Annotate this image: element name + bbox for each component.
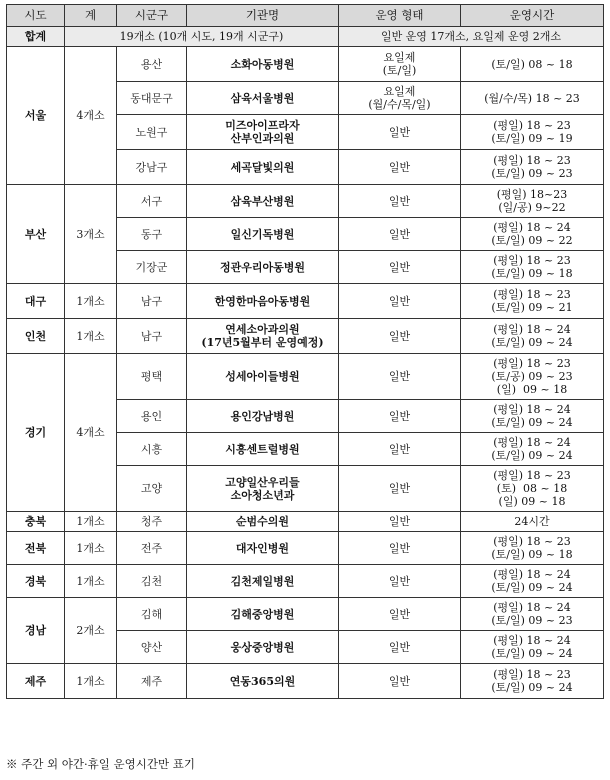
sido-cell: 충북 (7, 512, 65, 532)
institution-name-line: 한영한마음아동병원 (214, 294, 311, 308)
institution-cell (187, 185, 339, 218)
institution-cell (187, 82, 339, 115)
operation-type-cell (339, 115, 461, 150)
operating-hours-line: (평일) 18 ~ 23 (493, 154, 571, 167)
operating-hours-line: (평일) 18 ~ 23 (493, 668, 571, 681)
operating-hours-cell (461, 598, 604, 631)
operating-hours-line: (토/일) 09 ~ 22 (491, 234, 573, 247)
table-row (7, 319, 604, 354)
operating-hours-cell (461, 185, 604, 218)
institution-cell (187, 512, 339, 532)
operation-type-cell (339, 400, 461, 433)
total-label: 합계 (7, 27, 65, 47)
operating-hours-cell (461, 631, 604, 664)
operation-type-cell (339, 82, 461, 115)
operating-hours-line: (평일) 18 ~ 24 (493, 403, 571, 416)
table-row (7, 512, 604, 532)
operation-type-line: 일반 (388, 329, 411, 343)
operation-type-cell (339, 150, 461, 185)
operating-hours-line: (평일) 18 ~ 24 (493, 601, 571, 614)
operation-type-line: 일반 (388, 194, 411, 208)
sido-cell: 전북 (7, 532, 65, 565)
institution-name-line: 삼육부산병원 (230, 194, 295, 208)
operating-hours-cell (461, 319, 604, 354)
sido-cell: 부산 (7, 185, 65, 284)
operating-hours-line: (토/일) 08 ~ 18 (491, 57, 573, 71)
sigungu-cell: 시흥 (117, 433, 187, 466)
operating-hours-line: (토/일) 09 ~ 23 (491, 614, 573, 627)
table-row (7, 354, 604, 400)
table-row (7, 664, 604, 699)
count-cell: 3개소 (65, 185, 117, 284)
operating-hours-cell (461, 433, 604, 466)
operating-hours-line: (평일) 18 ~ 24 (493, 436, 571, 449)
operation-type-line: 일반 (388, 574, 411, 588)
operating-hours-cell (461, 47, 604, 82)
sigungu-cell: 동구 (117, 218, 187, 251)
institution-name-line: 소아청소년과 (230, 488, 295, 502)
table-row (7, 284, 604, 319)
institution-name-line: 성세아이들병원 (225, 370, 300, 383)
institution-cell (187, 218, 339, 251)
operation-type-line: 일반 (388, 260, 411, 274)
operating-hours-line: (평일) 18 ~ 24 (493, 323, 571, 336)
operating-hours-line: (토/일) 09 ~ 24 (491, 681, 573, 694)
operation-type-cell (339, 319, 461, 354)
operating-hours-cell (461, 354, 604, 400)
operating-hours-cell (461, 218, 604, 251)
institution-name-line: 대자인병원 (235, 541, 290, 555)
operating-hours-line: (토/일) 09 ~ 21 (491, 301, 573, 314)
operating-hours-cell (461, 664, 604, 699)
operating-hours-cell (461, 400, 604, 433)
table-row (7, 185, 604, 218)
total-operation: 일반 운영 17개소, 요일제 운영 2개소 (339, 27, 604, 47)
operating-hours-line: (평일) 18 ~ 23 (493, 119, 571, 132)
operating-hours-line: (토/일) 09 ~ 23 (491, 167, 573, 180)
operation-type-line: 일반 (388, 674, 411, 688)
sigungu-cell: 고양 (117, 466, 187, 512)
count-cell: 4개소 (65, 47, 117, 185)
operating-hours-line: (토/일) 09 ~ 24 (491, 336, 573, 349)
institution-name-line: 웅상중앙병원 (230, 640, 295, 654)
operation-type-cell (339, 565, 461, 598)
count-cell: 1개소 (65, 284, 117, 319)
institution-name-line: 시흥센트럴병원 (225, 442, 300, 456)
header-operating-hours: 운영시간 (461, 5, 604, 27)
operation-type-line: 일반 (388, 409, 411, 423)
operating-hours-cell (461, 284, 604, 319)
institution-name-line: 고양일산우리들 (225, 475, 300, 489)
sido-cell: 대구 (7, 284, 65, 319)
institution-name-line: 용인강남병원 (230, 409, 295, 423)
sigungu-cell: 기장군 (117, 251, 187, 284)
sigungu-cell: 남구 (117, 319, 187, 354)
footnote: ※ 주간 외 야간·휴일 운영시간만 표기 (6, 757, 195, 771)
operation-type-line: 일반 (388, 370, 411, 383)
clinic-hours-table (6, 4, 604, 699)
operation-type-cell (339, 185, 461, 218)
operating-hours-line: (토/일) 09 ~ 24 (491, 449, 573, 462)
count-cell: 2개소 (65, 598, 117, 664)
sigungu-cell: 용산 (117, 47, 187, 82)
institution-name-line: 연세소아과의원 (225, 323, 300, 336)
operating-hours-line: (일/공) 9~22 (498, 201, 566, 214)
operating-hours-cell (461, 150, 604, 185)
sigungu-cell: 김천 (117, 565, 187, 598)
table-row (7, 47, 604, 82)
header-sigungu: 시군구 (117, 5, 187, 27)
operating-hours-cell (461, 512, 604, 532)
operating-hours-line: (평일) 18 ~ 24 (493, 568, 571, 581)
operating-hours-line: (토) 08 ~ 18 (496, 482, 568, 495)
sido-cell: 서울 (7, 47, 65, 185)
institution-cell (187, 565, 339, 598)
operation-type-cell (339, 466, 461, 512)
operating-hours-cell (461, 115, 604, 150)
table-row (7, 565, 604, 598)
operating-hours-line: 24시간 (514, 515, 550, 528)
operating-hours-line: (평일) 18 ~ 24 (493, 634, 571, 647)
operation-type-line: (월/수/목/일) (368, 98, 431, 111)
operating-hours-line: (토/공) 09 ~ 23 (491, 370, 573, 383)
sido-cell: 경기 (7, 354, 65, 512)
institution-name-line: 정관우리아동병원 (219, 260, 305, 274)
sido-cell: 제주 (7, 664, 65, 699)
sido-cell: 경남 (7, 598, 65, 664)
sigungu-cell: 평택 (117, 354, 187, 400)
operation-type-line: 일반 (388, 607, 411, 621)
institution-cell (187, 466, 339, 512)
sigungu-cell: 제주 (117, 664, 187, 699)
operating-hours-line: (일) 09 ~ 18 (498, 495, 566, 508)
operation-type-cell (339, 631, 461, 664)
operation-type-line: 일반 (388, 482, 411, 495)
institution-cell (187, 319, 339, 354)
operation-type-cell (339, 598, 461, 631)
operating-hours-line: (평일) 18 ~ 23 (493, 469, 571, 482)
operation-type-line: (토/일) (382, 64, 417, 77)
operating-hours-line: (토/일) 09 ~ 18 (491, 267, 573, 280)
operating-hours-cell (461, 565, 604, 598)
header-count: 계 (65, 5, 117, 27)
count-cell: 1개소 (65, 319, 117, 354)
institution-name-line: 세곡달빛의원 (230, 160, 295, 174)
operating-hours-cell (461, 466, 604, 512)
count-cell: 1개소 (65, 512, 117, 532)
operating-hours-line: (평일) 18 ~ 24 (493, 221, 571, 234)
institution-cell (187, 631, 339, 664)
operating-hours-line: (평일) 18 ~ 23 (493, 254, 571, 267)
institution-name-line: 김천제일병원 (230, 574, 295, 588)
institution-cell (187, 400, 339, 433)
operation-type-line: 일반 (388, 541, 411, 555)
count-cell: 1개소 (65, 532, 117, 565)
header-operation-type: 운영 형태 (339, 5, 461, 27)
sigungu-cell: 노원구 (117, 115, 187, 150)
operation-type-line: 일반 (388, 125, 411, 139)
table-body (7, 47, 604, 699)
operation-type-cell (339, 512, 461, 532)
operating-hours-line: (토/일) 09 ~ 18 (491, 548, 573, 561)
institution-cell (187, 284, 339, 319)
institution-cell (187, 354, 339, 400)
institution-name-line: 산부인과의원 (230, 132, 295, 145)
sigungu-cell: 강남구 (117, 150, 187, 185)
operating-hours-line: (토/일) 09 ~ 19 (491, 132, 573, 145)
operation-type-line: 일반 (388, 294, 411, 308)
operation-type-cell (339, 251, 461, 284)
count-cell: 1개소 (65, 565, 117, 598)
institution-name-line: (17년5월부터 운영예정) (201, 336, 324, 349)
institution-cell (187, 532, 339, 565)
operation-type-line: 일반 (388, 160, 411, 174)
operating-hours-cell (461, 532, 604, 565)
operation-type-line: 일반 (388, 442, 411, 456)
header-row (7, 5, 604, 27)
operation-type-cell (339, 47, 461, 82)
operation-type-cell (339, 284, 461, 319)
operation-type-line: 일반 (388, 640, 411, 654)
operating-hours-line: (평일) 18 ~ 23 (493, 288, 571, 301)
sido-cell: 경북 (7, 565, 65, 598)
total-summary: 19개소 (10개 시도, 19개 시군구) (65, 27, 339, 47)
operating-hours-line: (평일) 18 ~ 23 (493, 357, 571, 370)
header-institution: 기관명 (187, 5, 339, 27)
sigungu-cell: 서구 (117, 185, 187, 218)
header-sido: 시도 (7, 5, 65, 27)
operating-hours-line: (평일) 18~23 (496, 188, 568, 201)
operation-type-line: 일반 (388, 227, 411, 241)
operation-type-line: 요일제 (383, 85, 416, 98)
institution-name-line: 연동365의원 (229, 674, 296, 688)
sigungu-cell: 동대문구 (117, 82, 187, 115)
sigungu-cell: 청주 (117, 512, 187, 532)
table-row (7, 598, 604, 631)
institution-name-line: 미즈아이프라자 (225, 119, 300, 132)
operation-type-cell (339, 532, 461, 565)
institution-cell (187, 150, 339, 185)
sigungu-cell: 남구 (117, 284, 187, 319)
table-row (7, 532, 604, 565)
operation-type-line: 일반 (388, 515, 411, 528)
operating-hours-cell (461, 251, 604, 284)
institution-name-line: 삼육서울병원 (230, 91, 295, 105)
institution-name-line: 일신기독병원 (230, 227, 295, 241)
institution-cell (187, 115, 339, 150)
institution-name-line: 소화아동병원 (230, 57, 295, 71)
institution-cell (187, 433, 339, 466)
institution-name-line: 김해중앙병원 (230, 607, 295, 621)
operating-hours-line: (평일) 18 ~ 23 (493, 535, 571, 548)
operating-hours-line: (일) 09 ~ 18 (496, 383, 568, 396)
operation-type-cell (339, 354, 461, 400)
operating-hours-line: (토/일) 09 ~ 24 (491, 647, 573, 660)
operating-hours-line: (월/수/목) 18 ~ 23 (484, 91, 580, 105)
institution-cell (187, 664, 339, 699)
sigungu-cell: 김해 (117, 598, 187, 631)
operation-type-cell (339, 433, 461, 466)
sigungu-cell: 전주 (117, 532, 187, 565)
institution-cell (187, 47, 339, 82)
sido-cell: 인천 (7, 319, 65, 354)
sigungu-cell: 양산 (117, 631, 187, 664)
operation-type-line: 요일제 (383, 51, 416, 64)
operating-hours-cell (461, 82, 604, 115)
sigungu-cell: 용인 (117, 400, 187, 433)
institution-cell (187, 251, 339, 284)
count-cell: 4개소 (65, 354, 117, 512)
operating-hours-line: (토/일) 09 ~ 24 (491, 416, 573, 429)
total-row (7, 27, 604, 47)
institution-cell (187, 598, 339, 631)
count-cell: 1개소 (65, 664, 117, 699)
operation-type-cell (339, 218, 461, 251)
operation-type-cell (339, 664, 461, 699)
operating-hours-line: (토/일) 09 ~ 24 (491, 581, 573, 594)
institution-name-line: 순범수의원 (235, 515, 290, 528)
